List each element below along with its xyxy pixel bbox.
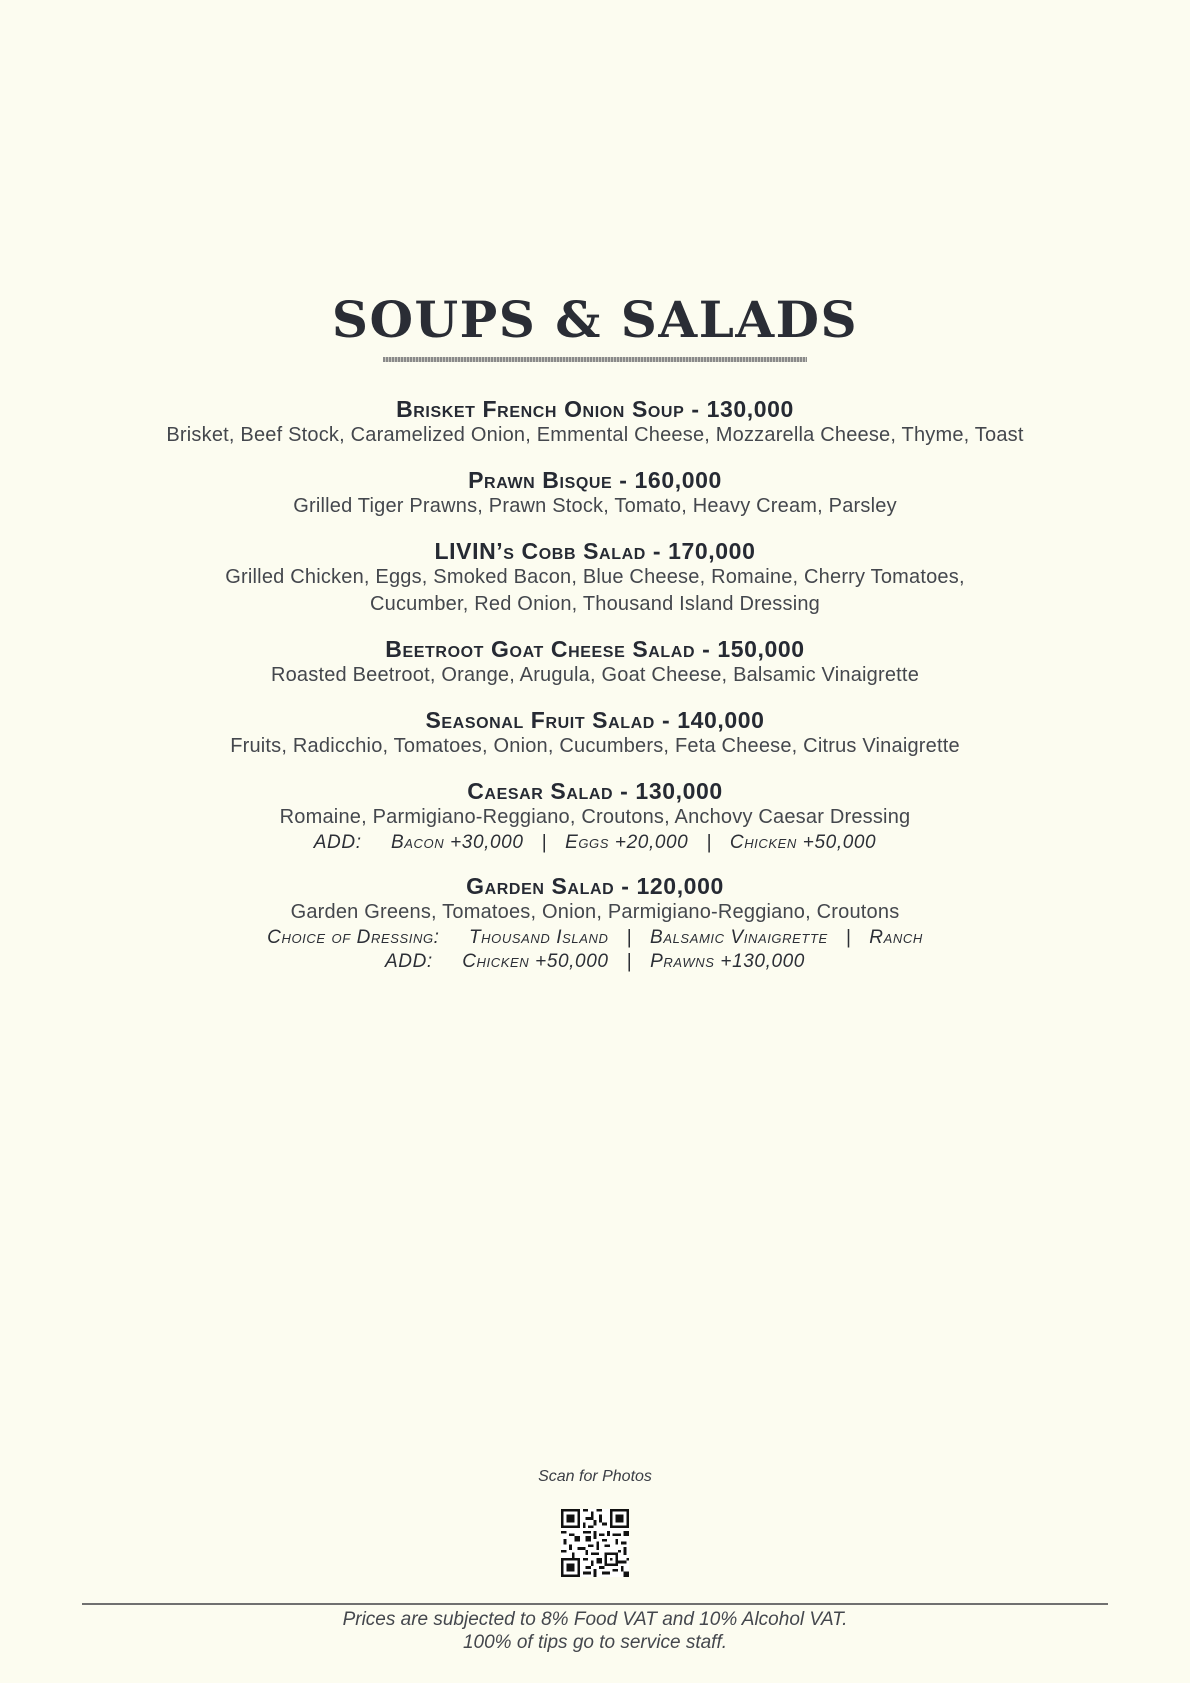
page-title: SOUPS & SALADS bbox=[331, 290, 859, 349]
separator: | bbox=[626, 927, 633, 948]
add-on-option: Prawns +130,000 bbox=[650, 951, 805, 972]
add-ons-label: ADD: bbox=[313, 832, 362, 853]
dressing-choices-line bbox=[0, 926, 1190, 950]
separator: | bbox=[706, 832, 712, 853]
menu-item-description: Grilled Tiger Prawns, Prawn Stock, Tomato, Heavy Cream, Parsley bbox=[293, 495, 897, 517]
menu-item-brisket-french-onion-soup bbox=[0, 396, 1190, 449]
add-ons-line bbox=[0, 831, 1190, 855]
menu-item-description: Romaine, Parmigiano-Reggiano, Croutons, Anchovy Caesar Dressing bbox=[279, 806, 911, 828]
menu-item-description: Garden Greens, Tomatoes, Onion, Parmigiano-Reggiano, Croutons bbox=[290, 901, 900, 923]
vat-note: Prices are subjected to 8% Food VAT and 10% Alcohol VAT. bbox=[342, 1609, 848, 1630]
title-underline bbox=[383, 357, 807, 362]
separator: | bbox=[845, 927, 852, 948]
footer-note bbox=[0, 1608, 1190, 1654]
menu-list bbox=[0, 396, 1190, 992]
menu-item-name: Prawn Bisque - 160,000 bbox=[468, 467, 722, 493]
menu-item-prawn-bisque bbox=[0, 467, 1190, 520]
dressing-label: Choice of Dressing: bbox=[267, 927, 440, 948]
separator: | bbox=[626, 951, 633, 972]
qr-label: Scan for Photos bbox=[538, 1468, 652, 1485]
add-on-option: Eggs +20,000 bbox=[565, 832, 689, 853]
add-ons-line bbox=[0, 950, 1190, 974]
dressing-option: Balsamic Vinaigrette bbox=[650, 927, 828, 948]
add-ons-label: ADD: bbox=[385, 951, 433, 972]
menu-item-livins-cobb-salad bbox=[0, 538, 1190, 618]
menu-item-name: Brisket French Onion Soup - 130,000 bbox=[396, 396, 794, 422]
separator: | bbox=[541, 832, 548, 853]
menu-item-description: Grilled Chicken, Eggs, Smoked Bacon, Blue Cheese, Romaine, Cherry Tomatoes, bbox=[225, 566, 965, 588]
menu-item-caesar-salad bbox=[0, 778, 1190, 855]
add-on-option: Chicken +50,000 bbox=[462, 951, 609, 972]
footer-divider bbox=[82, 1603, 1108, 1605]
menu-item-seasonal-fruit-salad bbox=[0, 707, 1190, 760]
menu-item-description-line-2: Cucumber, Red Onion, Thousand Island Dressing bbox=[370, 593, 820, 615]
menu-item-name: Seasonal Fruit Salad - 140,000 bbox=[425, 707, 765, 733]
menu-item-description: Roasted Beetroot, Orange, Arugula, Goat Cheese, Balsamic Vinaigrette bbox=[270, 664, 920, 686]
menu-item-beetroot-goat-cheese-salad bbox=[0, 636, 1190, 689]
menu-item-name: Caesar Salad - 130,000 bbox=[467, 778, 723, 804]
add-on-option: Chicken +50,000 bbox=[729, 832, 877, 853]
tips-note: 100% of tips go to service staff. bbox=[462, 1632, 728, 1653]
menu-item-name: Garden Salad - 120,000 bbox=[466, 873, 724, 899]
menu-item-garden-salad bbox=[0, 873, 1190, 974]
qr-code[interactable] bbox=[561, 1509, 629, 1577]
dressing-option: Ranch bbox=[869, 927, 923, 948]
menu-item-name: Beetroot Goat Cheese Salad - 150,000 bbox=[385, 636, 805, 662]
menu-item-name: LIVIN’s Cobb Salad - 170,000 bbox=[434, 538, 756, 564]
menu-item-description: Fruits, Radicchio, Tomatoes, Onion, Cucumbers, Feta Cheese, Citrus Vinaigrette bbox=[230, 735, 960, 757]
dressing-option: Thousand Island bbox=[468, 927, 609, 948]
add-on-option: Bacon +30,000 bbox=[390, 832, 524, 853]
menu-item-description: Brisket, Beef Stock, Caramelized Onion, Emmental Cheese, Mozzarella Cheese, Thyme, Toast bbox=[166, 424, 1024, 446]
